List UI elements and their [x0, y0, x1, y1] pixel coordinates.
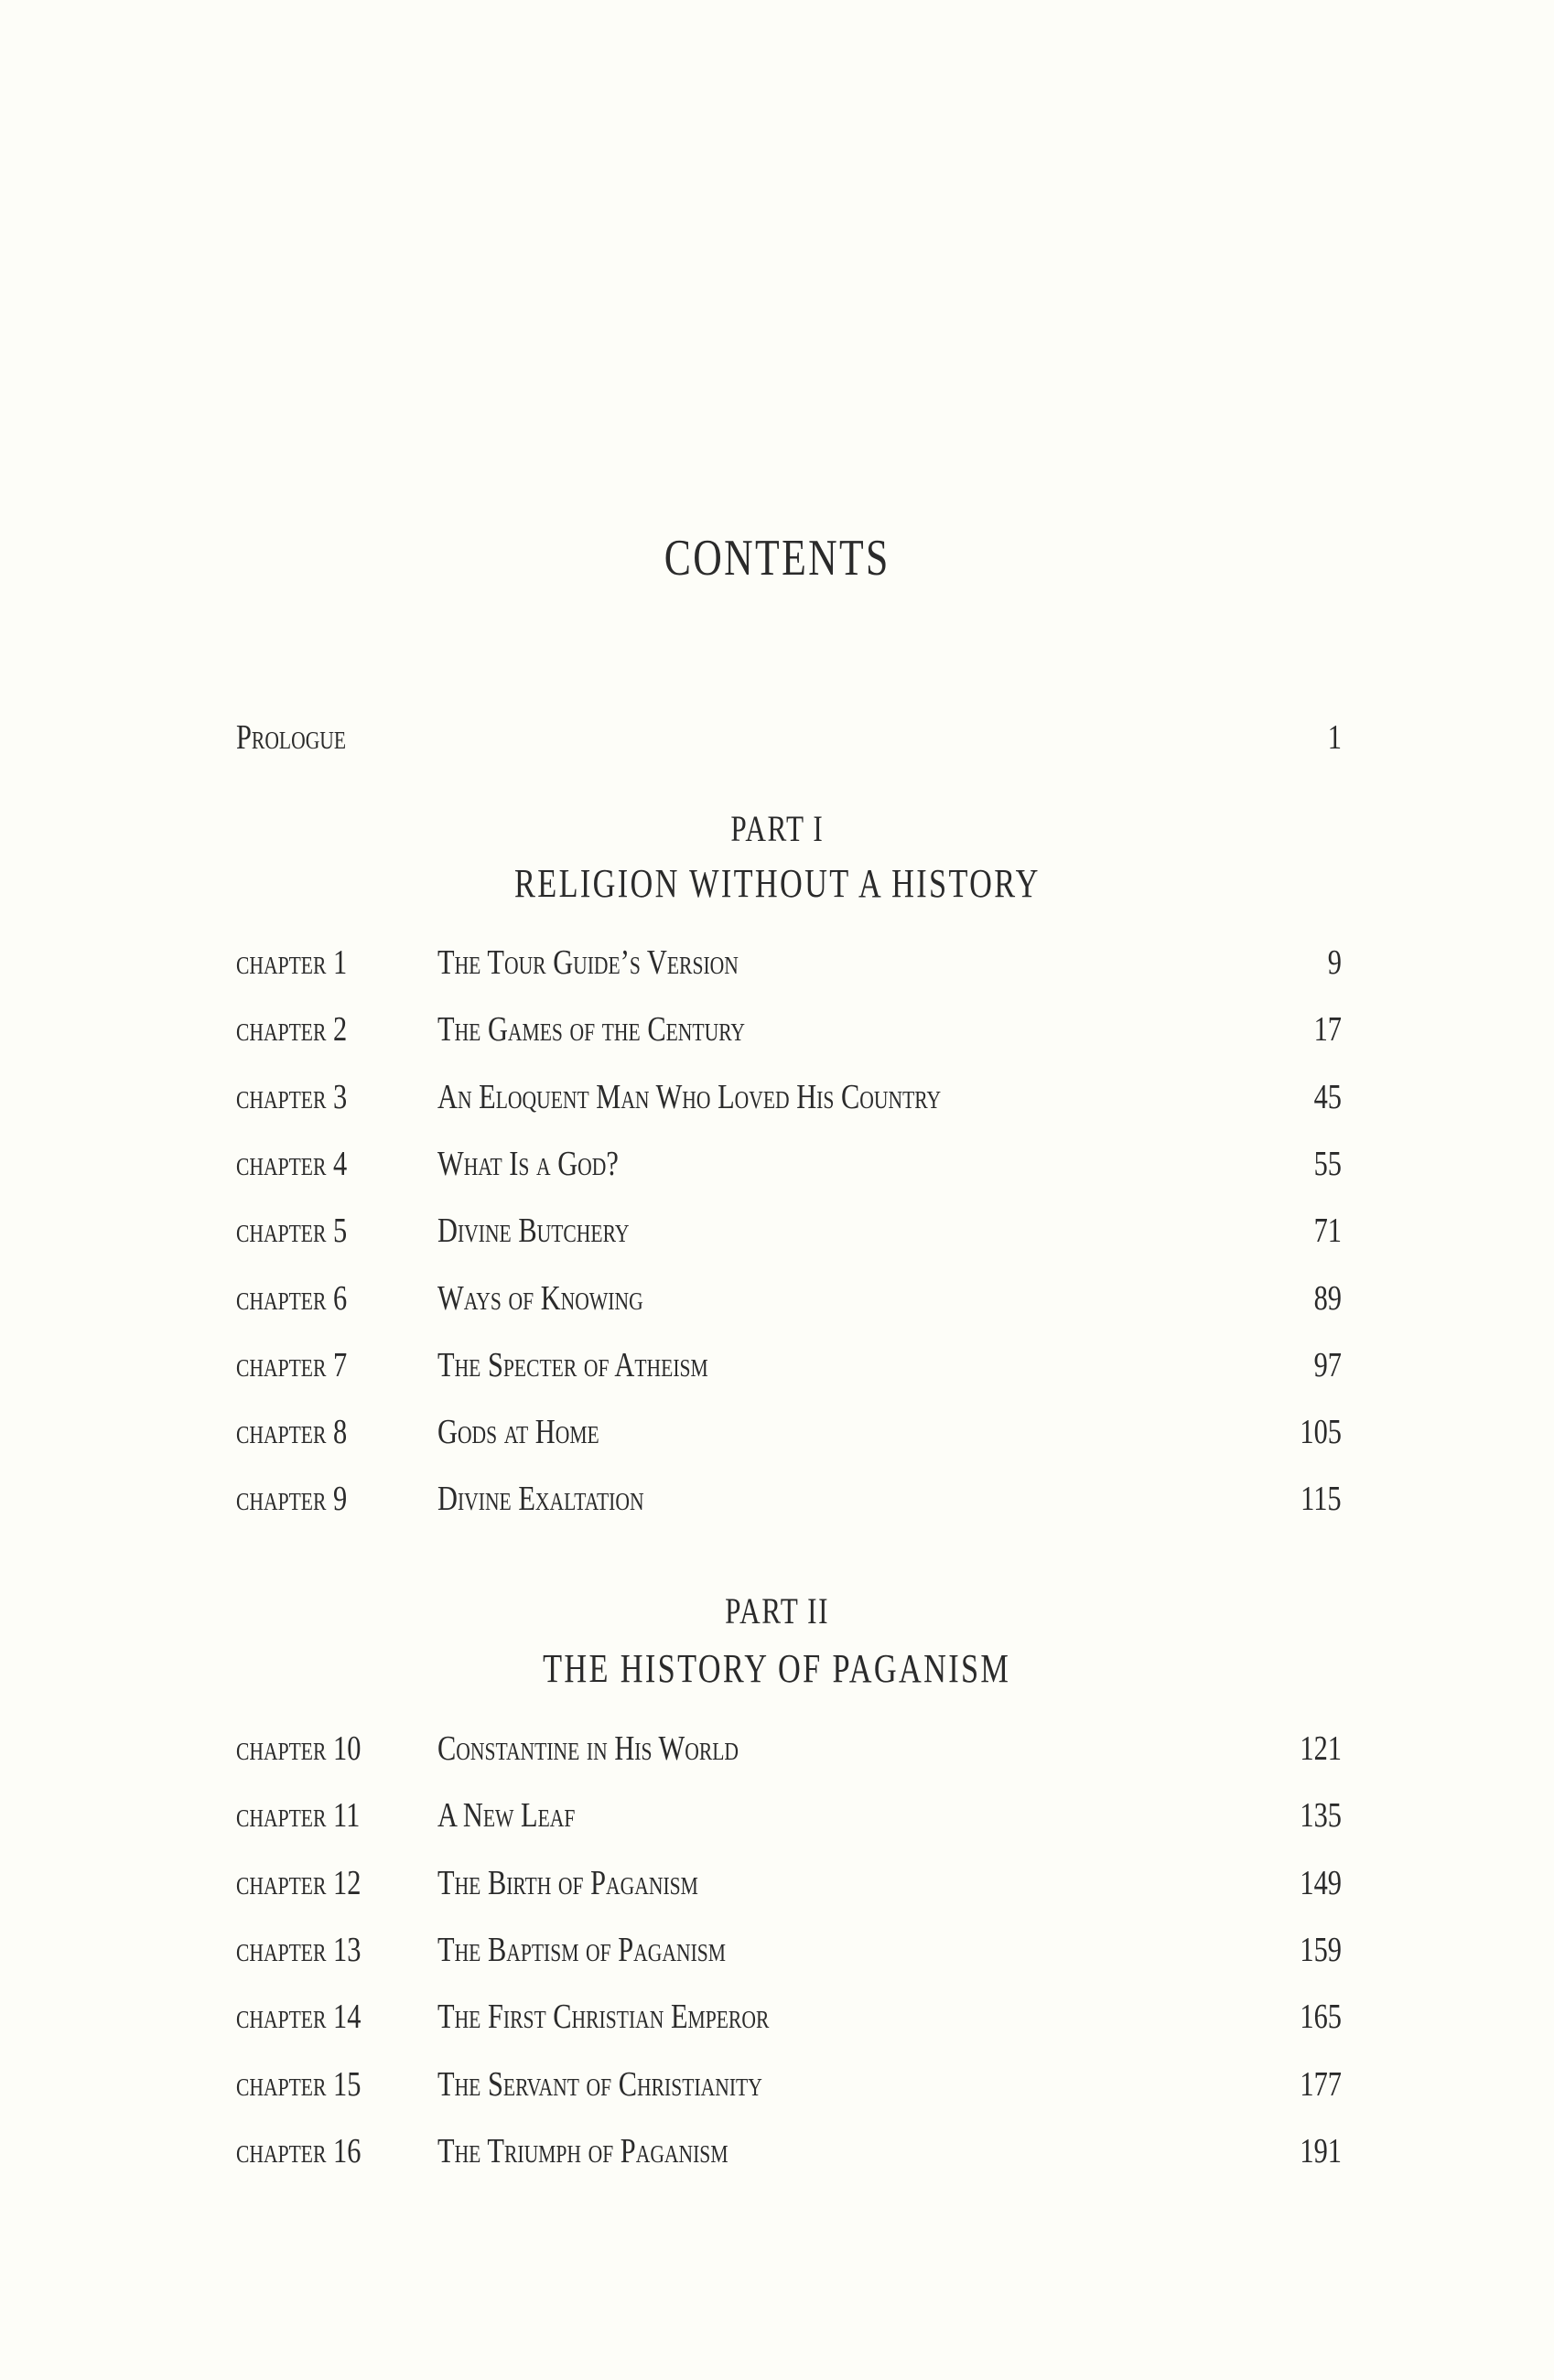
chapter-label: chapter 15	[236, 2064, 362, 2104]
chapter-label: chapter 4	[236, 1144, 348, 1183]
chapter-title: The Tour Guide’s Version	[437, 943, 739, 982]
toc-entry[interactable]	[0, 1997, 1554, 2063]
chapter-label: chapter 16	[236, 2131, 362, 2170]
chapter-title: Divine Butchery	[437, 1212, 630, 1251]
prologue-label: Prologue	[236, 718, 347, 757]
page-number: 97	[1313, 1345, 1342, 1384]
toc-entry[interactable]	[0, 1144, 1554, 1211]
page-number: 1	[1327, 718, 1342, 757]
part-label: PART II	[725, 1590, 829, 1632]
chapter-label: chapter 8	[236, 1413, 348, 1452]
page-number: 55	[1313, 1144, 1342, 1183]
page-number: 191	[1300, 2131, 1342, 2170]
page-number: 165	[1300, 1998, 1342, 2037]
part-label: PART I	[729, 808, 825, 849]
chapter-title: The Games of the Century	[437, 1010, 746, 1050]
chapter-label: chapter 14	[236, 1998, 362, 2037]
chapter-label: chapter 11	[236, 1796, 361, 1836]
toc-entry[interactable]	[0, 1930, 1554, 1997]
page-number: 45	[1313, 1077, 1342, 1116]
chapter-label: chapter 1	[236, 943, 348, 982]
chapter-label: chapter 9	[236, 1480, 348, 1519]
toc-entry[interactable]	[0, 1479, 1554, 1545]
page-number: 89	[1313, 1278, 1342, 1318]
toc-entry-prologue[interactable]	[0, 717, 1554, 784]
chapter-title: The First Christian Emperor	[437, 1998, 770, 2037]
chapter-title: Ways of Knowing	[437, 1278, 643, 1318]
page-number: 105	[1300, 1413, 1342, 1452]
chapter-label: chapter 13	[236, 1930, 362, 1969]
toc-entry[interactable]	[0, 1211, 1554, 1277]
chapter-title: A New Leaf	[437, 1796, 576, 1836]
toc-entry[interactable]	[0, 1278, 1554, 1345]
toc-entry[interactable]	[0, 2131, 1554, 2198]
chapter-label: chapter 10	[236, 1729, 362, 1768]
toc-entry[interactable]	[0, 1863, 1554, 1930]
chapter-title: The Birth of Paganism	[437, 1863, 698, 1902]
chapter-label: chapter 12	[236, 1863, 362, 1902]
toc-entry[interactable]	[0, 1077, 1554, 1144]
page-number: 159	[1300, 1930, 1342, 1969]
page-number: 121	[1300, 1729, 1342, 1768]
toc-entry[interactable]	[0, 1345, 1554, 1412]
part-title: THE HISTORY OF PAGANISM	[543, 1646, 1011, 1691]
chapter-title: Divine Exaltation	[437, 1480, 644, 1519]
toc-entry[interactable]	[0, 2064, 1554, 2131]
page-number: 177	[1300, 2064, 1342, 2104]
toc-entry[interactable]	[0, 1795, 1554, 1862]
chapter-title: The Triumph of Paganism	[437, 2131, 728, 2170]
part-title: RELIGION WITHOUT A HISTORY	[513, 861, 1041, 906]
chapter-label: chapter 3	[236, 1077, 348, 1116]
page-number: 17	[1313, 1010, 1342, 1050]
chapter-title: An Eloquent Man Who Loved His Country	[437, 1077, 942, 1116]
page-title: CONTENTS	[664, 530, 890, 587]
chapter-label: chapter 6	[236, 1278, 348, 1318]
chapter-title: The Servant of Christianity	[437, 2064, 762, 2104]
chapter-label: chapter 7	[236, 1345, 348, 1384]
chapter-title: What Is a God?	[437, 1144, 619, 1183]
page-number: 115	[1300, 1480, 1342, 1519]
chapter-title: The Baptism of Paganism	[437, 1930, 726, 1969]
chapter-label: chapter 5	[236, 1212, 348, 1251]
chapter-title: Constantine in His World	[437, 1729, 739, 1768]
toc-entry[interactable]	[0, 1009, 1554, 1076]
toc-entry[interactable]	[0, 1412, 1554, 1479]
toc-entry[interactable]	[0, 942, 1554, 1009]
page-number: 9	[1327, 943, 1342, 982]
page-number: 149	[1300, 1863, 1342, 1902]
page-number: 135	[1300, 1796, 1342, 1836]
toc-entry[interactable]	[0, 1728, 1554, 1795]
page-number: 71	[1313, 1212, 1342, 1251]
chapter-title: Gods at Home	[437, 1413, 599, 1452]
chapter-label: chapter 2	[236, 1010, 348, 1050]
chapter-title: The Specter of Atheism	[437, 1345, 708, 1384]
